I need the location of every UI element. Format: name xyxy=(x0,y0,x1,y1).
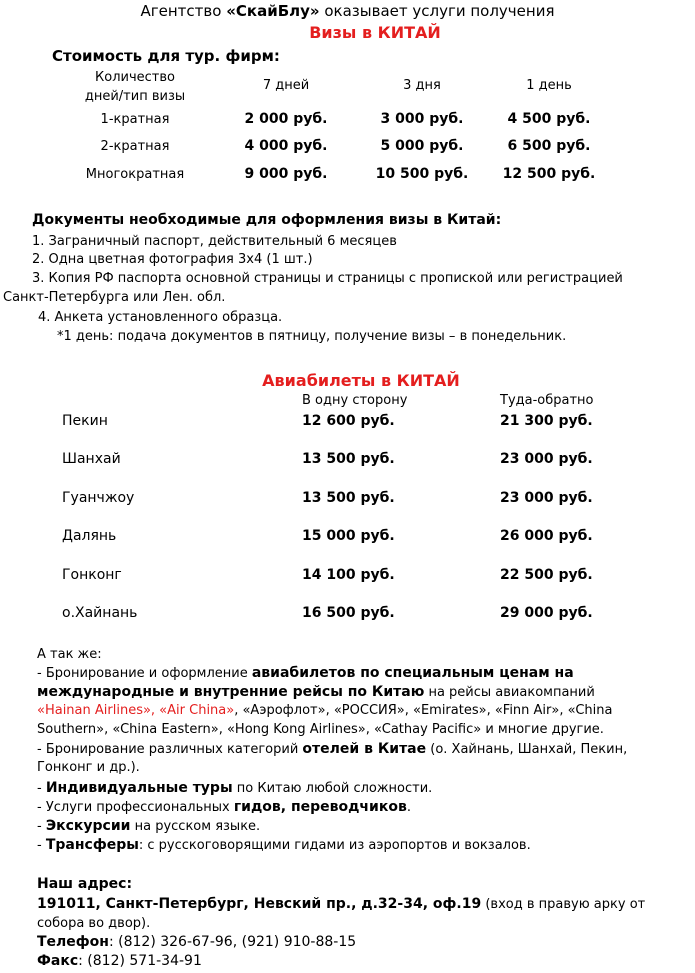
services-intro: А так же: xyxy=(37,647,102,662)
visa-title: Визы в КИТАЙ xyxy=(309,23,441,42)
service-flights-line3: «Hainan Airlines», «Air China», «Аэрофлот», «РОССИЯ», «Emirates», «Finn Air», «China xyxy=(37,703,613,718)
address-title: Наш адрес: xyxy=(37,876,133,892)
service-hotels-line2: Гонконг и др.). xyxy=(37,760,140,775)
service-flights-line1: - Бронирование и оформление авиабилетов по специальным ценам на xyxy=(37,665,574,681)
visa-price: 3 000 руб. xyxy=(380,111,464,127)
visa-price: 2 000 руб. xyxy=(244,111,328,127)
document-item-3: 3. Копия РФ паспорта основной страницы и страницы с пропиской или регистрацией xyxy=(32,271,623,286)
duration-7: 7 дней xyxy=(262,78,310,93)
flight-return-price: 21 300 руб. xyxy=(500,413,593,429)
duration-1: 1 день xyxy=(526,78,572,93)
flight-oneway-price: 12 600 руб. xyxy=(302,413,395,429)
documents-title: Документы необходимые для оформления визы в Китай: xyxy=(32,212,502,228)
flights-title: Авиабилеты в КИТАЙ xyxy=(262,371,460,390)
service-hotels-line1: - Бронирование различных категорий отелей в Китае (о. Хайнань, Шанхай, Пекин, xyxy=(37,741,628,757)
visa-price: 6 500 руб. xyxy=(507,138,591,154)
visa-col-header-line1: Количество xyxy=(95,70,175,85)
flight-city: о.Хайнань xyxy=(62,605,138,621)
flight-city: Пекин xyxy=(62,413,108,429)
service-flights-line4: Southern», «China Eastern», «Hong Kong Airlines», «Cathay Pacific» и многие другие. xyxy=(37,722,604,737)
document-item-3-continued: Санкт-Петербурга или Лен. обл. xyxy=(3,290,226,305)
service-flights-line2: международные и внутренние рейсы по Китаю на рейсы авиакомпаний xyxy=(37,684,595,700)
address-line1: 191011, Санкт-Петербург, Невский пр., д.32-34, оф.19 (вход в правую арку от xyxy=(37,896,646,912)
col-oneway: В одну сторону xyxy=(302,393,408,408)
flight-return-price: 23 000 руб. xyxy=(500,451,593,467)
visa-price: 9 000 руб. xyxy=(244,166,328,182)
visa-price: 4 000 руб. xyxy=(244,138,328,154)
flight-city: Гонконг xyxy=(62,567,122,583)
visa-col-header-line2: дней/тип визы xyxy=(84,89,186,104)
flight-city: Гуанчжоу xyxy=(62,490,135,506)
phone: Телефон: (812) 326-67-96, (921) 910-88-15 xyxy=(37,934,357,950)
agency-post: оказывает услуги получения xyxy=(319,2,555,20)
flight-oneway-price: 16 500 руб. xyxy=(302,605,395,621)
document-item-2: 2. Одна цветная фотография 3х4 (1 шт.) xyxy=(32,252,313,267)
visa-type: Многократная xyxy=(85,167,185,182)
service-excursions: - Экскурсии на русском языке. xyxy=(37,818,261,834)
flight-return-price: 23 000 руб. xyxy=(500,490,593,506)
document-note: *1 день: подача документов в пятницу, получение визы – в понедельник. xyxy=(57,329,567,344)
address-line2: собора во двор). xyxy=(37,916,151,931)
visa-type: 1-кратная xyxy=(100,112,170,127)
visa-price: 4 500 руб. xyxy=(507,111,591,127)
col-return: Туда-обратно xyxy=(500,393,594,408)
airlines-highlight: «Hainan Airlines», «Air China» xyxy=(37,703,235,718)
document-item-1: 1. Заграничный паспорт, действительный 6 месяцев xyxy=(32,234,397,249)
flight-city: Далянь xyxy=(62,528,117,544)
fax: Факс: (812) 571-34-91 xyxy=(37,953,202,969)
visa-price: 5 000 руб. xyxy=(380,138,464,154)
agency-name: «СкайБлу» xyxy=(226,2,320,20)
price-title: Стоимость для тур. фирм: xyxy=(52,47,280,65)
service-guides: - Услуги профессиональных гидов, переводчиков. xyxy=(37,799,411,815)
duration-3: 3 дня xyxy=(403,78,441,93)
agency-pre: Агентство xyxy=(140,2,227,20)
flight-return-price: 29 000 руб. xyxy=(500,605,593,621)
flight-city: Шанхай xyxy=(62,451,121,467)
visa-type: 2-кратная xyxy=(100,139,170,154)
flight-return-price: 26 000 руб. xyxy=(500,528,593,544)
flight-oneway-price: 13 500 руб. xyxy=(302,451,395,467)
service-transfers: - Трансферы: с русскоговорящими гидами из аэропортов и вокзалов. xyxy=(37,837,531,853)
flight-return-price: 22 500 руб. xyxy=(500,567,593,583)
visa-price: 10 500 руб. xyxy=(375,166,469,182)
flight-oneway-price: 15 000 руб. xyxy=(302,528,395,544)
flight-oneway-price: 14 100 руб. xyxy=(302,567,395,583)
visa-price: 12 500 руб. xyxy=(502,166,596,182)
document-item-4: 4. Анкета установленного образца. xyxy=(38,310,283,325)
agency-heading xyxy=(0,2,695,20)
service-tours: - Индивидуальные туры по Китаю любой сложности. xyxy=(37,780,433,796)
flight-oneway-price: 13 500 руб. xyxy=(302,490,395,506)
